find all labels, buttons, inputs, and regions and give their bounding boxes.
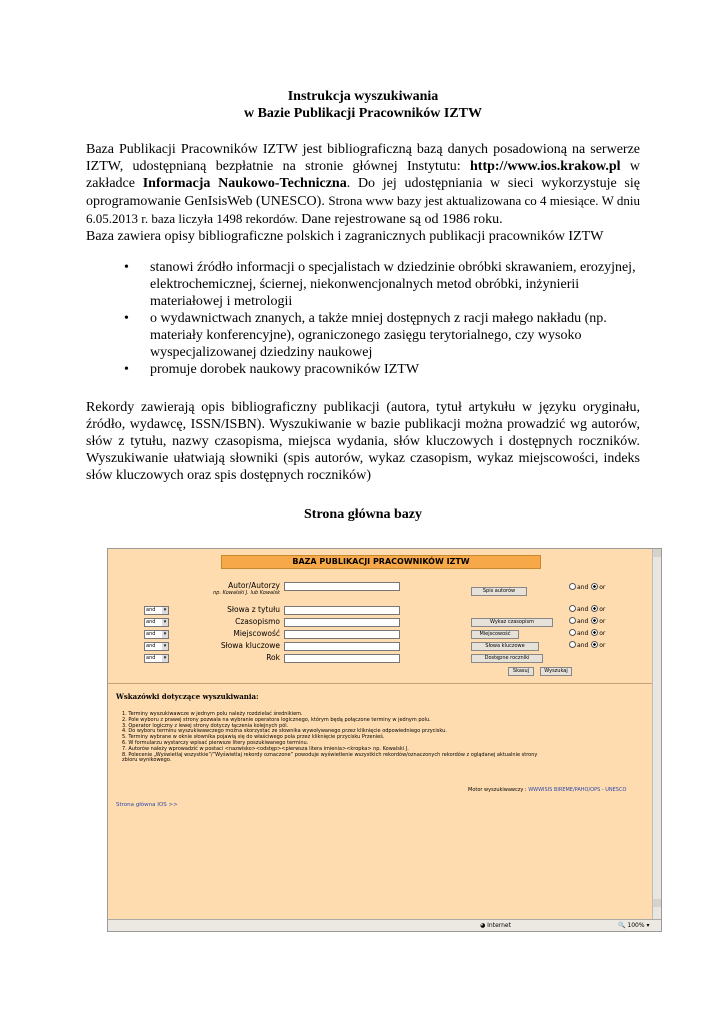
intro-text-1: Baza Publikacji Pracowników IZTW jest bibliograficzną bazą danych posadowioną na serwerze IZTW, udostępnianą bezpłatnie na stronie głównej Instytutu: — [86, 142, 640, 174]
author-input[interactable] — [284, 582, 400, 591]
journal-input[interactable] — [284, 618, 400, 627]
institute-url: http://www.ios.krakow.pl — [470, 159, 621, 174]
title-line-1: Instrukcja wyszukiwania — [287, 89, 439, 104]
intro-text-3: . Do jej udostępniania w sieci wykorzystuje się oprogramowanie GenIsisWeb (UNESCO). — [86, 176, 640, 209]
field-label: Czasopismo — [235, 617, 280, 626]
search-button[interactable]: Wyszukaj — [540, 667, 572, 676]
keywords-input[interactable] — [284, 642, 400, 651]
field-label: Słowa kluczowe — [220, 641, 280, 650]
intro-text-6: Baza zawiera opisy bibliograficzne polskich i zagranicznych publikacji pracowników IZTW — [86, 229, 604, 244]
journal-op-select[interactable]: and ▾ — [144, 618, 169, 627]
journal-operator[interactable]: and or — [568, 617, 605, 626]
clear-button[interactable]: Skasuj — [508, 667, 534, 676]
field-label: Autor/Autorzy np. Kowalski J. lub Kowalsk — [190, 581, 280, 596]
list-item: 1. Terminy wyszukiwawcze w jednym polu należy rozdzielać średnikiem. — [122, 711, 303, 717]
year-list-button[interactable]: Dostępne roczniki — [471, 654, 543, 663]
journal-list-button[interactable]: Wykaz czasopism — [471, 618, 553, 627]
list-item: 3. Operator logiczny z lewej strony dotyczy łączenia kolejnych pól. — [122, 722, 289, 729]
keyword-op-select[interactable]: and ▾ — [144, 642, 169, 651]
scrollbar[interactable] — [652, 549, 661, 919]
title-op-select[interactable]: and ▾ — [144, 606, 169, 615]
intro-text-4: Strona www bazy jest aktualizowana co 4 miesiące. W dniu 6.05.2013 r. baza liczyła 1498 rekordów. — [86, 193, 640, 226]
place-operator[interactable]: and or — [568, 629, 605, 638]
list-item: 4. Do wyboru terminu wyszukiwawczego można skorzystać ze słownika wywoływanego przez kliknięcie odpowiedniego przycisku. — [122, 728, 447, 735]
list-item: 2. Pole wyboru z prawej strony pozwala na wybranie operatora logicznego, którym będą połączone terminy w jednym polu. — [122, 716, 431, 723]
zoom-level[interactable]: 🔍 100% ▾ — [618, 922, 650, 929]
browser-status-bar — [108, 919, 661, 931]
search-engine-credit: Motor wyszukiwawczy : WWWISIS BIREME/PAHO/OPS - UNESCO — [468, 787, 627, 793]
list-item: 7. Autorów należy wprowadzić w postaci <nazwisko><odstęp><pierwsza litera imienia><kropka> np. Kowalski J. — [122, 745, 409, 752]
divider — [108, 683, 652, 684]
list-item: 8. Polecenie „Wyświetlaj wszystkie”/”Wyświetlaj rekordy oznaczone” powoduje wyświetlenie wszystkich rekordów/oznaczonych rekordów z oglądanej aktualnie strony — [122, 751, 538, 758]
title-words-input[interactable] — [284, 606, 400, 615]
internet-zone: ◕ Internet — [480, 922, 511, 929]
intro-paragraph — [86, 141, 640, 245]
title-operator[interactable]: and or — [568, 605, 605, 614]
home-link[interactable]: Strona główna IOS >> — [116, 802, 178, 808]
list-item: 5. Terminy wybrane w oknie słownika pojawią się do właściwego pola przez kliknięcie przycisku Przenieś. — [122, 734, 385, 741]
field-label: Rok — [266, 653, 280, 662]
scroll-up-icon[interactable] — [653, 549, 661, 557]
section-title: Strona główna bazy — [304, 507, 422, 522]
year-input[interactable] — [284, 654, 400, 663]
hints-title: Wskazówki dotyczące wyszukiwania: — [116, 692, 259, 701]
intro-text-5: Dane rejestrowane są od 1986 roku. — [297, 212, 503, 227]
field-hint: np. Kowalski J. lub Kowalsk — [213, 590, 280, 596]
database-screenshot — [107, 548, 662, 932]
intro-text-2: w zakładce — [86, 159, 640, 191]
author-operator[interactable]: and or — [568, 583, 605, 592]
list-item: • promuje dorobek naukowy pracowników IZTW — [150, 361, 640, 378]
document-title — [86, 88, 640, 122]
place-op-select[interactable]: and ▾ — [144, 630, 169, 639]
place-input[interactable] — [284, 630, 400, 639]
keywords-list-button[interactable]: Słowa kluczowe — [471, 642, 539, 651]
place-list-button[interactable]: Miejscowość — [471, 630, 519, 639]
records-paragraph: Rekordy zawierają opis bibliograficzny publikacji (autora, tytuł artykułu w języku oryginału, źródło, wydawcę, ISSN/ISBN). Wyszukiwanie w bazie publikacji można prowadzić wg autorów, słów z tytułu, nazwy czasopisma, miejsca wydania, słów kluczowych i dostępnych roczników. Wyszukiwanie ułatwiają słowniki (spis autorów, wykaz czasopism, wykaz miejscowości, indeks słów kluczowych oraz spis dostępnych roczników) — [86, 400, 640, 483]
document-body — [86, 88, 640, 523]
list-item: 6. W formularzu wystarczy wpisać pierwsze litery poszukiwanego terminu. — [122, 739, 309, 746]
field-label: Miejscowość — [233, 629, 280, 638]
title-line-2: w Bazie Publikacji Pracowników IZTW — [243, 106, 482, 121]
feature-list — [86, 259, 640, 378]
engine-link[interactable]: WWWISIS BIREME/PAHO/OPS - UNESCO — [528, 787, 627, 793]
tab-name: Informacja Naukowo-Techniczna — [142, 176, 347, 191]
author-list-button[interactable]: Spis autorów — [471, 587, 527, 596]
scroll-down-icon[interactable] — [653, 899, 661, 907]
list-item: • o wydawnictwach znanych, a także mniej dostępnych z racji małego nakładu (np. materiały konferencyjne), ograniczonego zasięgu terytorialnego, czy wysoko wyspecjalizowanej dziedziny naukowej — [150, 310, 640, 361]
list-item: • stanowi źródło informacji o specjalistach w dziedzinie obróbki skrawaniem, erozyjnej, elektrochemicznej, ściernej, niekonwencjonalnych metod obróbki, inżynierii materiałowej i metrologii — [150, 259, 640, 310]
keywords-operator[interactable]: and or — [568, 641, 605, 650]
year-op-select[interactable]: and ▾ — [144, 654, 169, 663]
db-banner: BAZA PUBLIKACJI PRACOWNIKÓW IZTW — [221, 555, 541, 569]
field-label: Słowa z tytułu — [227, 605, 280, 614]
hints-list — [122, 712, 642, 764]
list-item: zbioru wynikowego. — [122, 757, 172, 764]
